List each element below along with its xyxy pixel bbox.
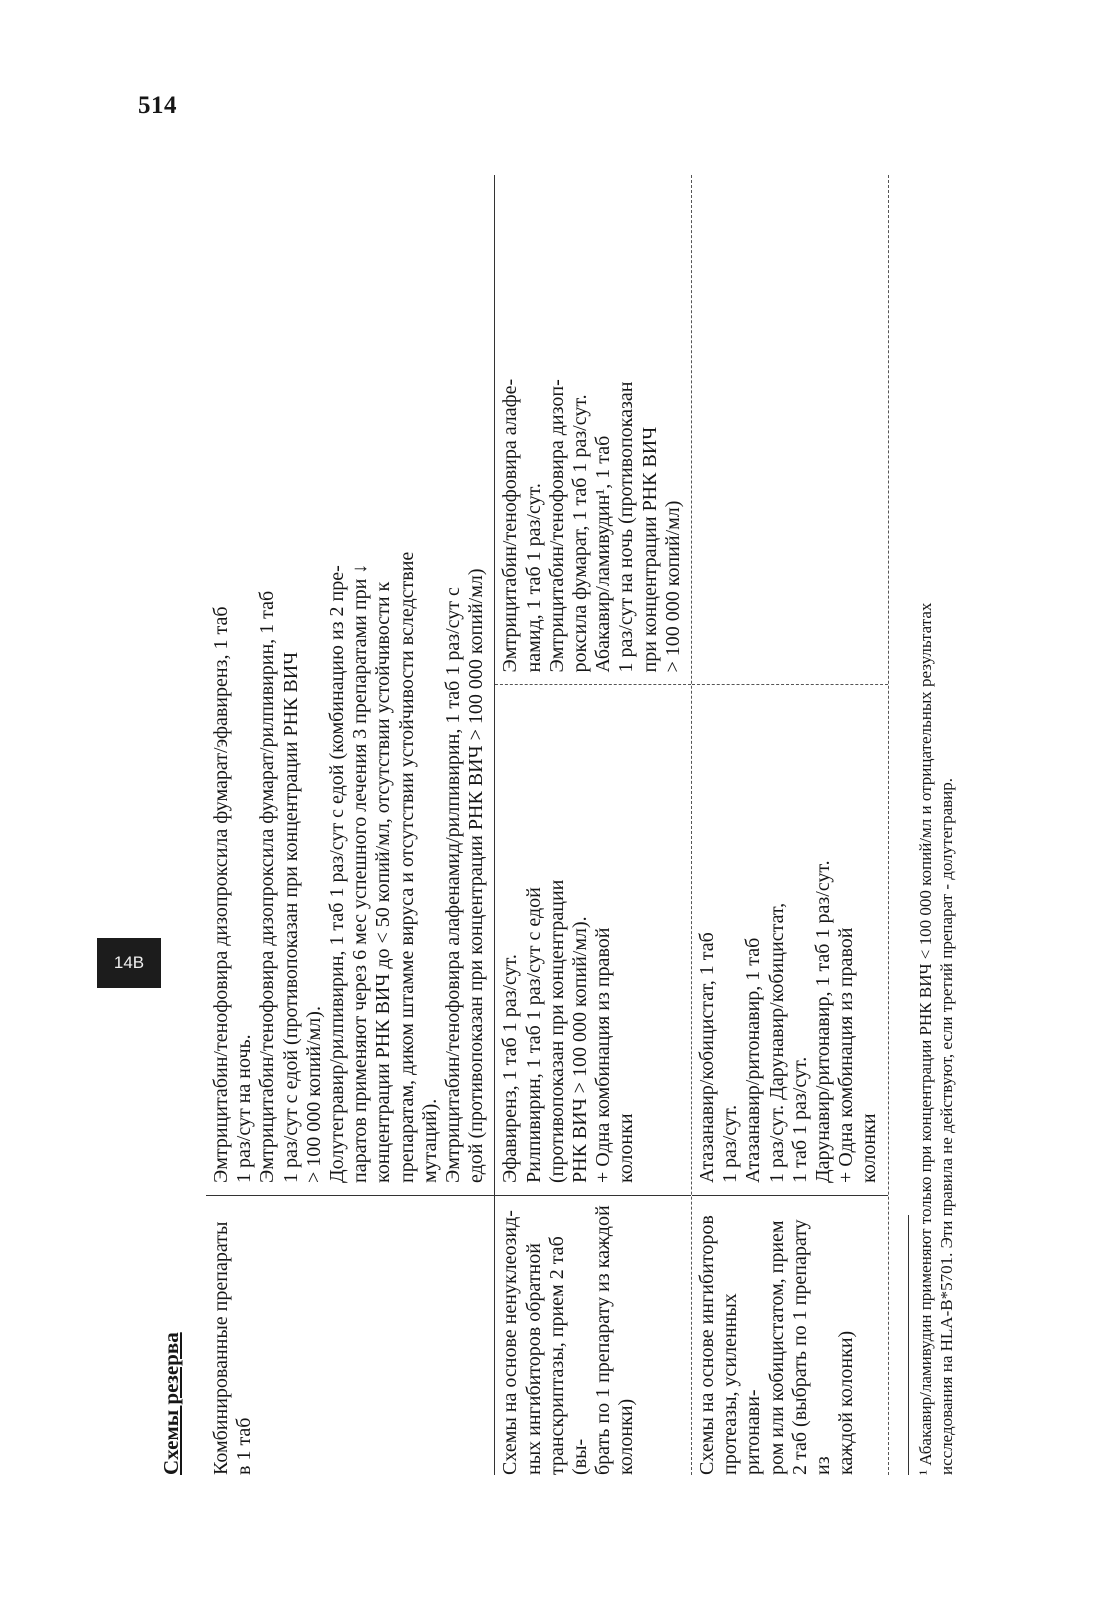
content-line: РНК ВИЧ > 100 000 копий/мл). — [569, 916, 592, 1183]
category-line: ром или кобицистатом, прием — [765, 1220, 788, 1475]
content-line: намид, 1 таб 1 раз/сут. — [522, 483, 545, 673]
left-column — [692, 685, 888, 1196]
category-line: Комбинированные препараты — [210, 1221, 232, 1475]
category-line: каждой колонки) — [835, 1330, 858, 1475]
footnote-line: ¹ Абакавир/ламивудин применяют только при концентрации РНК ВИЧ < 100 000 копий/мл и отрицательных результатах — [916, 602, 935, 1475]
content-line: 1 раз/сут. Дарунавир/кобицистат, — [765, 902, 788, 1183]
content-line: паратов применяют через 6 мес успешного лечения 3 препаратами при ↓ — [349, 563, 372, 1183]
row-columns — [692, 175, 888, 1195]
content-line: Эфавиренз, 1 таб 1 раз/сут. — [499, 954, 522, 1183]
content-line: Эмтрицитабин/тенофовира дизопроксила фумарат/рилпивирин, 1 таб — [256, 590, 279, 1183]
content-line: Эмтрицитабин/тенофовира алафенамид/рилпивирин, 1 таб 1 раз/сут с — [442, 587, 465, 1183]
regimen-table — [206, 175, 889, 1475]
content-line: > 100 000 копий/мл) — [661, 500, 684, 673]
category-line: ных ингибиторов обратной — [522, 1243, 545, 1475]
content-line: Дарунавир/ритонавир, 1 таб 1 раз/сут. — [812, 860, 835, 1183]
content-line: колонки — [858, 1113, 881, 1183]
content-line: при концентрации РНК ВИЧ — [638, 426, 661, 673]
content-line: (противопоказан при концентрации — [545, 879, 568, 1183]
row-category — [495, 1195, 691, 1475]
table-row — [692, 175, 889, 1475]
content-line: 1 раз/сут с едой (противопоказан при концентрации РНК ВИЧ — [279, 651, 302, 1183]
footnote — [908, 175, 957, 1475]
content-line: Атазанавир/кобицистат, 1 таб — [696, 932, 719, 1183]
section-title: Схемы резерва — [159, 1332, 183, 1475]
rotated-table-page — [160, 175, 990, 1475]
right-column — [495, 175, 691, 685]
content-line: колонки — [615, 1113, 638, 1183]
content-line: 1 раз/сут на ночь. — [233, 1034, 256, 1183]
category-line: 2 таб (выбрать по 1 препарату из — [788, 1219, 835, 1475]
category-line: Схемы на основе ненуклеозид- — [499, 1210, 522, 1475]
content-line: > 100 000 копий/мл). — [302, 1006, 325, 1183]
table-row — [495, 175, 692, 1475]
table-row — [206, 175, 495, 1475]
content-line: + Одна комбинация из правой — [835, 927, 858, 1183]
category-line: брать по 1 препарату из каждой — [592, 1205, 615, 1475]
category-line: в 1 таб — [233, 1417, 256, 1475]
content-line: Рилпивирин, 1 таб 1 раз/сут с едой — [522, 887, 545, 1183]
footnote-line: исследования на HLA-B*5701. Эти правила не действуют, если третий препарат - долутегравир. — [937, 777, 956, 1475]
chapter-badge: 14B — [97, 938, 161, 988]
content-line: препаратам, диком штамме вируса и отсутствии устойчивости вследствие — [395, 551, 418, 1183]
content-line: Эмтрицитабин/тенофовира дизопроксила фумарат/эфавиренз, 1 таб — [210, 606, 232, 1183]
page-number: 514 — [138, 92, 177, 119]
row-category — [206, 1195, 494, 1475]
content-line: Эмтрицитабин/тенофовира алафе- — [499, 378, 522, 673]
content-line: + Одна комбинация из правой — [592, 927, 615, 1183]
row-content — [206, 175, 494, 1195]
content-line: 1 таб 1 раз/сут. — [788, 1056, 811, 1183]
content-line: концентрации РНК ВИЧ до < 50 копий/мл, отсутствии устойчивости к — [372, 581, 395, 1183]
row-category — [692, 1195, 888, 1475]
content-line: 1 раз/сут. — [719, 1104, 742, 1183]
row-columns — [495, 175, 691, 1195]
content-line: мутаций). — [418, 1098, 441, 1183]
category-line: протеазы, усиленных ритонави- — [719, 1293, 765, 1475]
content-line: Атазанавир/ритонавир, 1 таб — [742, 937, 765, 1183]
footnote-separator — [908, 1215, 909, 1475]
category-line: колонки) — [615, 1398, 638, 1475]
category-line: Схемы на основе ингибиторов — [696, 1215, 719, 1475]
right-column — [692, 175, 888, 685]
category-line: транскриптазы, прием 2 таб (вы- — [545, 1236, 592, 1475]
content-line: 1 раз/сут на ночь (противопоказан — [615, 381, 638, 673]
content-line: едой (противопоказан при концентрации РНК ВИЧ > 100 000 копий/мл) — [465, 568, 488, 1183]
content-line: роксила фумарат, 1 таб 1 раз/сут. — [569, 394, 592, 673]
content-line: Долутегравир/рилпивирин, 1 таб 1 раз/сут с едой (комбинацию из 2 пре- — [326, 565, 349, 1183]
content-line: Абакавир/ламивудин¹, 1 таб — [592, 435, 615, 673]
left-column — [495, 685, 691, 1196]
content-line: Эмтрицитабин/тенофовира дизоп- — [545, 379, 568, 673]
